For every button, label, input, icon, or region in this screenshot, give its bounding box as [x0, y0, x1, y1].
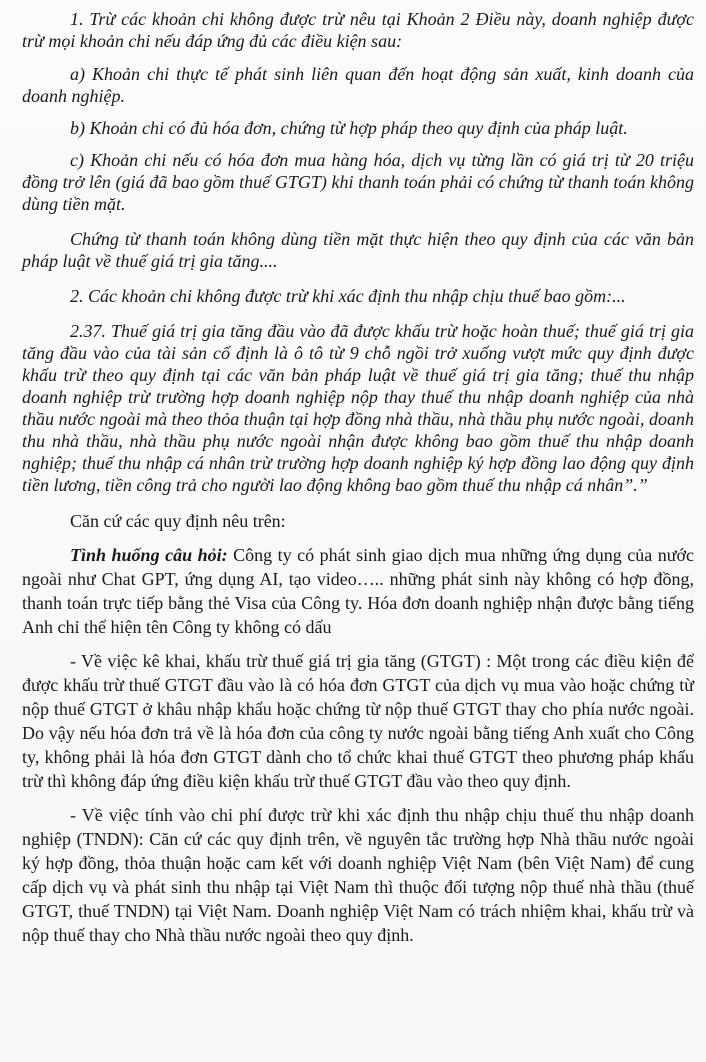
clause-2-paragraph: 2. Các khoản chi không được trừ khi xác định thu nhập chịu thuế bao gồm:...: [70, 286, 626, 306]
condition-c-paragraph: c) Khoản chi nếu có hóa đơn mua hàng hóa, dịch vụ từng lần có giá trị từ 20 triệu đồng trở lên (giá đã bao gồm thuế GTGT) khi thanh toán phải có chứng từ thanh toán không dùng tiền mặt.: [22, 150, 694, 214]
non-cash-voucher-paragraph: Chứng từ thanh toán không dùng tiền mặt thực hiện theo quy định của các văn bản pháp luật về thuế giá trị gia tăng....: [22, 229, 694, 271]
situation-label: Tình huống câu hỏi:: [70, 545, 228, 565]
clause-1-paragraph: 1. Trừ các khoản chi không được trừ nêu tại Khoản 2 Điều này, doanh nghiệp được trừ mọi khoản chi nếu đáp ứng đủ các điều kiện sau:: [22, 9, 694, 51]
document-body: [22, 8, 694, 957]
situation-paragraph: [22, 543, 694, 639]
vat-deduction-paragraph: - Về việc kê khai, khấu trừ thuế giá trị gia tăng (GTGT) : Một trong các điều kiện để được khấu trừ thuế GTGT đầu vào là có hóa đơn GTGT của dịch vụ mua vào hoặc chứng từ nộp thuế GTGT ở khâu nhập khẩu hoặc chứng từ nộp thuế GTGT thay cho phía nước ngoài. Do vậy nếu hóa đơn trả về là hóa đơn của công ty nước ngoài bằng tiếng Anh xuất cho Công ty, không phải là hóa đơn GTGT dành cho tổ chức khai thuế GTGT theo phương pháp khấu trừ thì không đáp ứng điều kiện khấu trừ thuế GTGT đầu vào theo quy định.: [22, 651, 694, 791]
situation-text: Công ty có phát sinh giao dịch mua những ứng dụng của nước ngoài như Chat GPT, ứng dụng AI, tạo video….. những phát sinh này không có hợp đồng, thanh toán trực tiếp bằng thẻ Visa của Công ty. Hóa đơn doanh nghiệp nhận được bằng tiếng Anh chỉ thể hiện tên Công ty không có dấu: [22, 545, 695, 637]
cit-deductible-paragraph: - Về việc tính vào chi phí được trừ khi xác định thu nhập chịu thuế thu nhập doanh nghiệp (TNDN): Căn cứ các quy định trên, về nguyên tắc trường hợp Nhà thầu nước ngoài ký hợp đồng, thỏa thuận hoặc cam kết với doanh nghiệp Việt Nam (bên Việt Nam) để cung cấp dịch vụ và phát sinh thu nhập tại Việt Nam thì thuộc đối tượng nộp thuế nhà thầu (thuế GTGT, thuế TNDN) tại Việt Nam. Doanh nghiệp Việt Nam có trách nhiệm khai, khấu trừ và nộp thuế thay cho Nhà thầu nước ngoài theo quy định.: [22, 805, 694, 945]
quoted-regulation: [22, 8, 694, 496]
analysis-section: [22, 509, 694, 947]
condition-b-paragraph: b) Khoản chi có đủ hóa đơn, chứng từ hợp pháp theo quy định của pháp luật.: [70, 118, 628, 138]
basis-line: Căn cứ các quy định nêu trên:: [70, 511, 286, 531]
condition-a-paragraph: a) Khoản chi thực tế phát sinh liên quan đến hoạt động sản xuất, kinh doanh của doanh nghiệp.: [22, 64, 694, 106]
clause-2-37-paragraph: 2.37. Thuế giá trị gia tăng đầu vào đã được khấu trừ hoặc hoàn thuế; thuế giá trị gia tăng đầu vào của tài sản cố định là ô tô từ 9 chỗ ngồi trở xuống vượt mức quy định được khấu trừ theo quy định tại các văn bản pháp luật về thuế giá trị gia tăng; thuế thu nhập doanh nghiệp trừ trường hợp doanh nghiệp nộp thay thuế thu nhập doanh nghiệp của nhà thầu nước ngoài mà theo thỏa thuận tại hợp đồng nhà thầu, nhà thầu phụ nước ngoài, doanh thu nhà thầu, nhà thầu phụ nước ngoài nhận được không bao gồm thuế thu nhập doanh nghiệp; thuế thu nhập cá nhân trừ trường hợp doanh nghiệp ký hợp đồng lao động quy định tiền lương, tiền công trả cho người lao động không bao gồm thuế thu nhập cá nhân”.”: [22, 321, 694, 495]
